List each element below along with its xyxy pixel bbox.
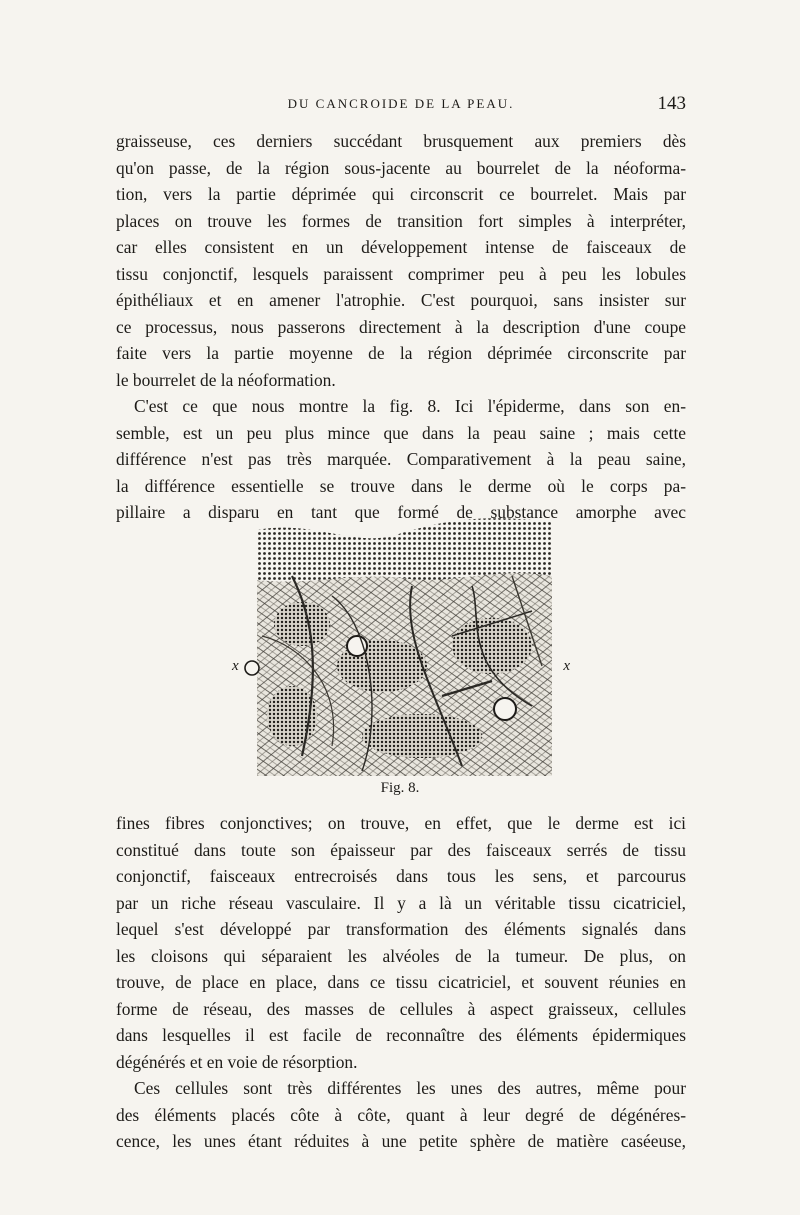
text-line: dégénérés et en voie de résorption. — [116, 1051, 358, 1072]
histology-figure — [232, 516, 570, 784]
text-line: par un riche réseau vasculaire. Il y a là un véritable tissu cicatriciel, — [116, 892, 686, 913]
page-number: 143 — [657, 93, 686, 114]
body-text-bottom — [116, 810, 686, 1155]
running-title: DU CANCROIDE DE LA PEAU. — [287, 96, 515, 111]
text-line: places on trouve les formes de transition fort simples à interpréter, — [116, 210, 686, 231]
text-line: tissu conjonctif, lesquels paraissent comprimer peu à peu les lobules — [116, 263, 686, 284]
skin-section-engraving — [232, 516, 570, 784]
text-line: graisseuse, ces derniers succédant brusquement aux premiers dès — [116, 131, 686, 151]
figure-marker-left: x — [232, 658, 239, 674]
text-line: les cloisons qui séparaient les alvéoles de la tumeur. De plus, on — [116, 945, 686, 966]
text-line: ce processus, nous passerons directement à la description d'une coupe — [116, 316, 686, 337]
text-line: pillaire a disparu en tant que formé de substance amorphe avec — [116, 502, 686, 522]
text-line: trouve, de place en place, dans ce tissu cicatriciel, et souvent réunies en — [116, 972, 686, 992]
text-line: Ces cellules sont très différentes les unes des autres, même pour — [134, 1078, 686, 1098]
text-line: la différence essentielle se trouve dans le derme où le corps pa- — [116, 475, 686, 496]
text-line: tion, vers la partie déprimée qui circonscrit ce bourrelet. Mais par — [116, 184, 686, 204]
page-header — [116, 93, 686, 120]
text-line: conjonctif, faisceaux entrecroisés dans tous les sens, et parcourus — [116, 866, 686, 886]
text-line: constitué dans toute son épaisseur par des faisceaux serrés de tissu — [116, 839, 686, 860]
text-line: lequel s'est développé par transformation des éléments signalés dans — [116, 919, 686, 939]
text-line: fines fibres conjonctives; on trouve, en effet, que le derme est ici — [116, 813, 686, 833]
text-line: épithéliaux et en amener l'atrophie. C'est pourquoi, sans insister sur — [116, 290, 686, 310]
text-line: faite vers la partie moyenne de la région déprimée circonscrite par — [116, 343, 686, 363]
text-line: C'est ce que nous montre la fig. 8. Ici l'épiderme, dans son en- — [134, 396, 686, 416]
text-line: des éléments placés côte à côte, quant à leur degré de dégénéres- — [116, 1104, 686, 1125]
figure-marker-right: x — [563, 658, 570, 674]
text-line: différence n'est pas très marquée. Comparativement à la peau saine, — [116, 449, 686, 469]
text-line: semble, est un peu plus mince que dans la peau saine ; mais cette — [116, 422, 686, 443]
body-text-top — [116, 128, 686, 526]
text-line: forme de réseau, des masses de cellules à aspect graisseux, cellules — [116, 998, 686, 1019]
text-line: car elles consistent en un développement intense de faisceaux de — [116, 237, 686, 257]
figure-caption: Fig. 8. — [380, 780, 420, 796]
text-line: le bourrelet de la néoformation. — [116, 369, 336, 390]
text-line: qu'on passe, de la région sous-jacente au bourrelet de la néoforma- — [116, 157, 686, 178]
text-line: cence, les unes étant réduites à une petite sphère de matière caséeuse, — [116, 1131, 686, 1151]
text-line: dans lesquelles il est facile de reconnaître des éléments épidermiques — [116, 1025, 686, 1045]
